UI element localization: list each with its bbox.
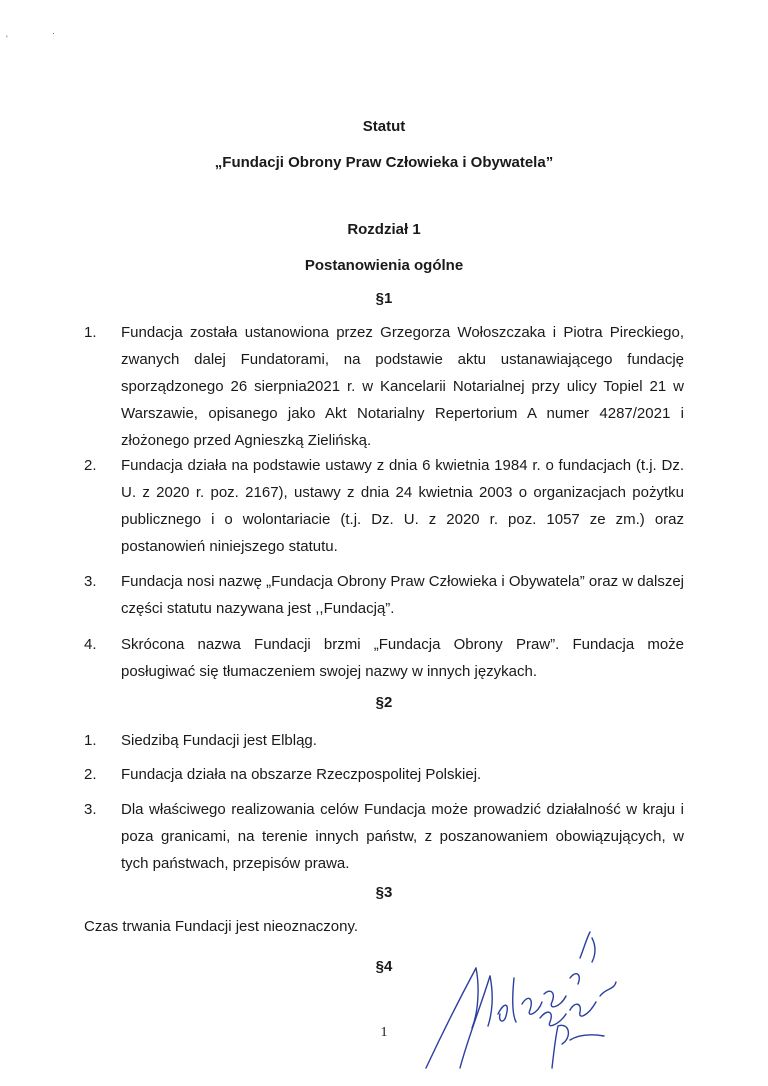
document-subtitle: „Fundacji Obrony Praw Człowieka i Obywatela” [214,154,554,171]
item-text: Fundacja została ustanowiona przez Grzegorza Wołoszczaka i Piotra Pireckiego, zwanych dalej Fundatorami, na podstawie aktu ustanawiającego fundację sporządzonego 26 sierpnia2021 r. w Kancelarii Notarialnej przy ulicy Topiel 21 w Warszawie, opisanego jako Akt Notarialny Repertorium A numer 4287/2021 i złożonego przed Agnieszką Zielińską. [121,324,684,449]
document-page: ' · Statut „Fundacji Obrony Praw Człowieka i Obywatela” Rozdział 1 Postanowienia ogólne §1 1. Fundacja została ustanowiona przez Grzegorza Wołoszczaka i Piotra Pireckiego, zwanych dalej Fundatorami, na podstawie aktu ustanawiającego fundację sporządzonego 26 sierpnia2021 r. w Kancelarii Notarialnej przy ulicy Topiel 21 w Warszawie, opisanego jako Akt Notarialny Repertorium A numer 4287/2021 i złożonego przed Agnieszką Zielińską. 2. Fundacja działa na podstawie ustawy z dnia 6 kwietnia 1984 r. o fundacjach (t.j. Dz. U. z 2020 r. poz. 2167), ustawy z dnia 24 kwietnia 2003 o organizacjach pożytku publicznego i o wolontariacie (t.j. Dz. U. z 2020 r. poz. 1057 ze zm.) oraz postanowień niniejszego statutu. 3. Fundacja nosi nazwę „Fundacja Obrony Praw Człowieka i Obywatela” oraz w dalszej części statutu nazywana jest ,,Fundacją”. 4. Skrócona nazwa Fundacji brzmi „Fundacja Obrony Praw”. Fundacja może posługiwać się tłumaczeniem swojej nazwy w innych językach. §2 1. Siedzibą Fundacji jest Elbląg. 2. Fundacja działa na obszarze Rzeczpospolitej Polskiej. 3. Dla właściwego realizowania celów Fundacja może prowadzić działalność w kraju i poza granicami, na terenie innych państw, z poszanowaniem obowiązujących, w tych państwach, przepisów prawa. §3 Czas trwania Fundacji jest nieoznaczony. §4 1 [0,0,768,1086]
item-number: 3. [84,573,97,590]
item-number: 2. [84,457,97,474]
document-title: Statut [362,118,406,135]
item-text: Dla właściwego realizowania celów Fundacja może prowadzić działalność w kraju i poza granicami, na terenie innych państw, z poszanowaniem obowiązujących, w tych państwach, przepisów prawa. [121,801,684,872]
page-number: 1 [380,1025,388,1040]
handwritten-signature [420,918,640,1078]
item-text: Fundacja nosi nazwę „Fundacja Obrony Praw Człowieka i Obywatela” oraz w dalszej części statutu nazywana jest ,,Fundacją”. [121,573,684,617]
section-2-heading: §2 [375,694,393,711]
section-4-heading: §4 [375,958,393,975]
item-text: Fundacja działa na podstawie ustawy z dnia 6 kwietnia 1984 r. o fundacjach (t.j. Dz. U. z 2020 r. poz. 2167), ustawy z dnia 24 kwietnia 2003 o organizacjach pożytku publicznego i o wolontariacie (t.j. Dz. U. z 2020 r. poz. 1057 ze zm.) oraz postanowień niniejszego statutu. [121,457,684,555]
section-1-heading: §1 [375,290,393,307]
section-3-heading: §3 [375,884,393,901]
section-3-text: Czas trwania Fundacji jest nieoznaczony. [84,918,359,935]
chapter-heading: Rozdział 1 [347,221,421,238]
item-number: 2. [84,766,97,783]
item-number: 4. [84,636,97,653]
chapter-title: Postanowienia ogólne [304,257,464,274]
item-text: Fundacja działa na obszarze Rzeczpospolitej Polskiej. [121,766,482,783]
item-number: 1. [84,324,97,341]
item-text: Skrócona nazwa Fundacji brzmi „Fundacja Obrony Praw”. Fundacja może posługiwać się tłumaczeniem swojej nazwy w innych językach. [121,636,684,680]
item-number: 1. [84,732,97,749]
item-number: 3. [84,801,97,818]
item-text: Siedzibą Fundacji jest Elbląg. [121,732,317,749]
